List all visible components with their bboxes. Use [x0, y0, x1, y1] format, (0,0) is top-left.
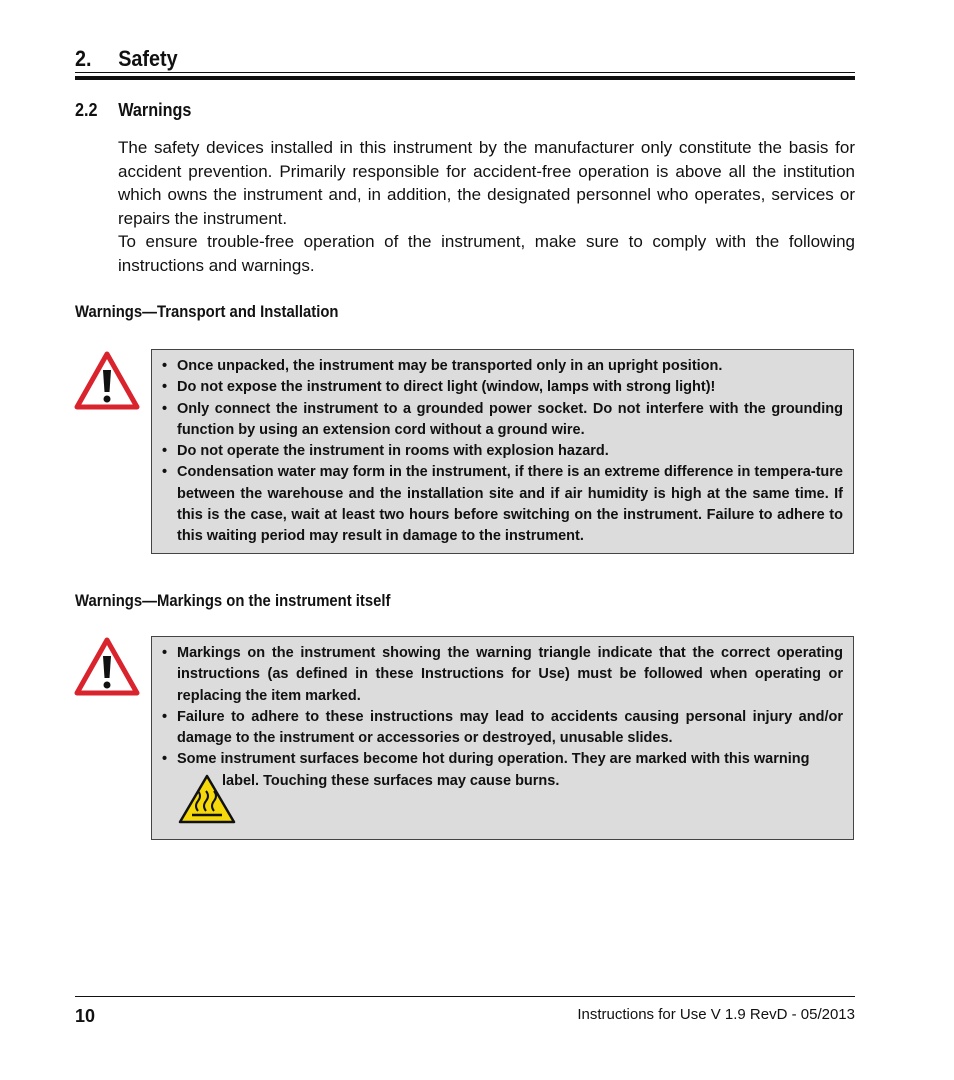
- page-number: 10: [75, 1006, 96, 1026]
- markings-heading: Warnings—Markings on the instrument itself: [75, 592, 391, 610]
- section-number: 2.2: [75, 100, 98, 120]
- transport-warning-list: [162, 356, 843, 548]
- list-item: • Do not expose the instrument to direct light (window, lamps with strong light)!: [162, 379, 716, 396]
- intro-paragraph: To ensure trouble-free operation of the instrument, make sure to comply with the following instructions and warnings.: [118, 232, 855, 275]
- section-title: Warnings: [118, 100, 192, 120]
- transport-warning-box: [151, 349, 854, 554]
- chapter-title: Safety: [118, 46, 178, 71]
- list-item: • Markings on the instrument showing the warning triangle indicate that the correct operating instructions (as defined in these Instructions for Use) must be followed when operating or replacing the item marked.: [162, 645, 843, 704]
- chapter-rule: [75, 72, 855, 80]
- list-item: • Do not operate the instrument in rooms with explosion hazard.: [162, 443, 609, 460]
- markings-warning-list: [162, 643, 843, 771]
- footer-rule: [75, 996, 855, 997]
- intro-paragraph: The safety devices installed in this instrument by the manufacturer only constitute the basis for accident prevention. Primarily responsible for accident-free operation is above all the institution which owns the instrument and, in addition, the designated personnel who operates, services or repairs the instrument.: [118, 138, 855, 228]
- chapter-heading: [75, 46, 777, 72]
- transport-heading: Warnings—Transport and Installation: [75, 303, 339, 321]
- warning-triangle-icon: [74, 636, 140, 696]
- hot-surface-text: label. Touching these surfaces may cause burns.: [222, 772, 560, 789]
- warning-triangle-icon: [74, 350, 140, 410]
- markings-warning-box: [151, 636, 854, 840]
- footer-doc-info: Instructions for Use V 1.9 RevD - 05/2013: [577, 1006, 855, 1023]
- list-item: • Once unpacked, the instrument may be transported only in an upright position.: [162, 358, 723, 374]
- section-heading: [75, 100, 191, 121]
- hot-surface-row: [162, 771, 843, 819]
- list-item: • Only connect the instrument to a grounded power socket. Do not interfere with the grounding function by using an extension cord without a ground wire.: [162, 400, 843, 438]
- list-item: • Condensation water may form in the instrument, if there is an extreme difference in tempera-ture between the warehouse and the installation site and if air humidity is high at the same time. If this is the case, wait at least two hours before switching on the instrument. Failure to adhere to this waiting period may result in damage to the instrument.: [162, 464, 843, 545]
- list-item: • Some instrument surfaces become hot during operation. They are marked with this warning: [162, 751, 810, 768]
- list-item: • Failure to adhere to these instructions may lead to accidents causing personal injury and/or damage to the instrument or accessories or destroyed, unusable slides.: [162, 708, 843, 747]
- chapter-number: 2.: [75, 46, 92, 71]
- intro-text: [118, 136, 855, 277]
- hot-surface-icon: [177, 773, 237, 825]
